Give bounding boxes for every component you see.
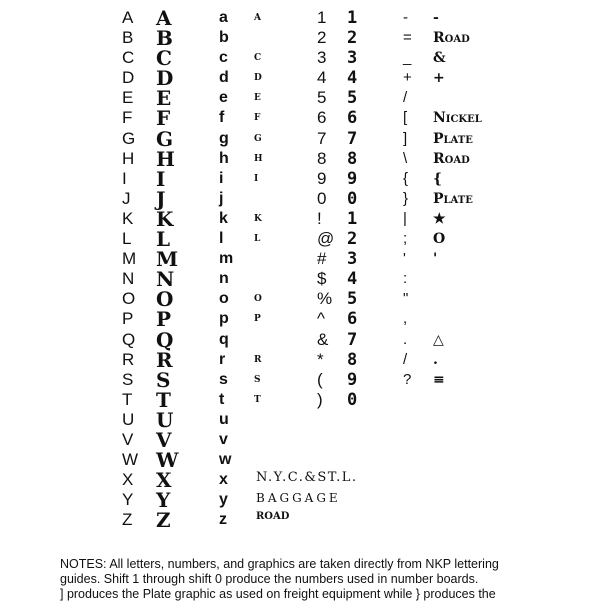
glyph: ^ bbox=[317, 309, 325, 329]
glyph bbox=[254, 269, 263, 289]
glyph: d bbox=[219, 69, 229, 87]
nyc-stl-specimen: N.Y.C.&ST.L. bbox=[256, 470, 358, 485]
glyph: E bbox=[156, 86, 172, 111]
glyph: k bbox=[219, 209, 228, 227]
glyph: ' bbox=[433, 251, 438, 268]
glyph: G bbox=[254, 133, 262, 144]
glyph: - bbox=[433, 10, 439, 26]
glyph bbox=[403, 430, 412, 450]
glyph: s bbox=[219, 370, 228, 388]
glyph: 0 bbox=[347, 188, 358, 209]
glyph: h bbox=[219, 149, 229, 167]
glyph: D bbox=[156, 66, 174, 91]
glyph: 1 bbox=[317, 8, 327, 27]
plain-digits-column bbox=[317, 8, 334, 530]
glyph: 0 bbox=[317, 188, 327, 208]
glyph: % bbox=[317, 289, 333, 309]
glyph: t bbox=[219, 390, 225, 408]
glyph: H bbox=[254, 153, 263, 164]
glyph: W bbox=[122, 450, 139, 470]
glyph: S bbox=[254, 374, 261, 385]
glyph: B bbox=[122, 28, 134, 48]
glyph: Plate bbox=[433, 190, 473, 207]
glyph: 9 bbox=[317, 168, 327, 188]
glyph: z bbox=[219, 511, 227, 529]
glyph bbox=[433, 450, 482, 470]
glyph: & bbox=[317, 329, 329, 349]
glyph: n bbox=[219, 270, 229, 288]
glyph: e bbox=[219, 89, 228, 107]
glyph: C bbox=[254, 53, 262, 64]
glyph bbox=[403, 390, 412, 410]
glyph: 2 bbox=[347, 229, 358, 250]
glyph: 5 bbox=[347, 289, 358, 310]
glyph: F bbox=[254, 113, 261, 124]
bold-digits-column bbox=[347, 8, 357, 530]
glyph: \ bbox=[403, 149, 408, 167]
glyph bbox=[347, 490, 357, 510]
symbols-column bbox=[403, 8, 412, 530]
glyph: ★ bbox=[433, 210, 446, 227]
glyph: - bbox=[403, 9, 408, 26]
glyph: b bbox=[219, 29, 229, 47]
glyph: Plate bbox=[433, 130, 473, 147]
glyph bbox=[433, 510, 482, 530]
glyph: I bbox=[156, 166, 166, 191]
glyph: I bbox=[254, 173, 259, 184]
glyph: A bbox=[122, 8, 134, 27]
glyph: X bbox=[122, 470, 134, 490]
glyph: T bbox=[122, 389, 133, 409]
glyph: 2 bbox=[317, 28, 327, 48]
glyph: Q bbox=[122, 329, 136, 349]
glyph bbox=[433, 289, 482, 309]
glyph: y bbox=[219, 491, 228, 509]
glyph: G bbox=[122, 128, 136, 148]
glyph: { bbox=[403, 169, 409, 187]
glyph: 6 bbox=[347, 108, 358, 129]
glyph: S bbox=[156, 367, 171, 392]
glyph bbox=[254, 28, 263, 48]
glyph: N bbox=[156, 267, 175, 292]
glyph: * bbox=[317, 349, 324, 369]
glyph: J bbox=[122, 188, 131, 208]
glyph: Q bbox=[156, 327, 174, 352]
glyph bbox=[433, 269, 482, 289]
glyph: 0 bbox=[347, 389, 358, 410]
glyph: E bbox=[122, 88, 134, 108]
glyph: . bbox=[403, 330, 408, 348]
glyph bbox=[254, 450, 263, 470]
glyph: G bbox=[156, 126, 174, 151]
glyph: g bbox=[219, 129, 229, 147]
glyph bbox=[347, 510, 357, 530]
glyph bbox=[403, 470, 412, 490]
glyph: S bbox=[122, 369, 134, 389]
glyph: 2 bbox=[347, 28, 358, 49]
glyph: N bbox=[122, 269, 135, 289]
glyph: Nickel bbox=[433, 110, 482, 127]
road-specimen: ROAD bbox=[256, 511, 290, 522]
glyph: Y bbox=[122, 490, 134, 510]
glyph: c bbox=[219, 49, 228, 67]
glyph: Road bbox=[433, 30, 470, 47]
glyph: = bbox=[403, 29, 412, 47]
glyph: p bbox=[219, 310, 229, 328]
glyph: + bbox=[433, 70, 445, 87]
glyph: 7 bbox=[347, 329, 358, 350]
glyph: ] bbox=[403, 129, 408, 147]
glyph: E bbox=[254, 93, 261, 104]
glyph: Z bbox=[156, 508, 172, 533]
notes-line: ] produces the Plate graphic as used on freight equipment while } produces the bbox=[60, 587, 496, 601]
glyph: 6 bbox=[317, 108, 327, 128]
glyph: ; bbox=[403, 230, 408, 248]
glyph: # bbox=[317, 249, 327, 269]
glyph bbox=[433, 390, 482, 410]
glyph: O bbox=[433, 231, 446, 248]
glyph: D bbox=[122, 68, 135, 88]
glyph: a bbox=[219, 9, 228, 26]
glyph: m bbox=[219, 250, 234, 268]
glyph: w bbox=[219, 451, 232, 469]
glyph: 9 bbox=[347, 168, 358, 189]
glyph: R bbox=[156, 347, 174, 372]
baggage-specimen: BAGGAGE bbox=[256, 491, 341, 505]
glyph bbox=[317, 410, 334, 430]
glyph: A bbox=[156, 6, 173, 30]
glyph: + bbox=[403, 69, 412, 87]
glyph: l bbox=[219, 230, 224, 248]
glyph: / bbox=[403, 350, 408, 368]
glyph: K bbox=[156, 206, 174, 231]
glyph: B bbox=[156, 26, 174, 51]
glyph: ≡ bbox=[433, 371, 445, 388]
slab-uppercase-column bbox=[156, 6, 179, 533]
glyph bbox=[317, 510, 334, 530]
glyph: $ bbox=[317, 269, 327, 289]
glyph: j bbox=[219, 189, 224, 207]
glyph: f bbox=[219, 109, 225, 127]
glyph: T bbox=[156, 387, 172, 412]
glyph: 4 bbox=[317, 68, 327, 88]
glyph: D bbox=[254, 73, 262, 84]
glyph: V bbox=[122, 429, 134, 449]
glyph: ? bbox=[403, 370, 412, 388]
graphics-column bbox=[433, 8, 482, 530]
glyph: ' bbox=[403, 250, 406, 268]
glyph bbox=[403, 510, 412, 530]
glyph: 4 bbox=[347, 269, 358, 290]
glyph: V bbox=[156, 427, 173, 452]
glyph: 3 bbox=[347, 48, 358, 69]
glyph bbox=[347, 450, 357, 470]
glyph: : bbox=[403, 270, 408, 288]
glyph: P bbox=[156, 307, 172, 332]
glyph: 4 bbox=[347, 68, 358, 89]
glyph: | bbox=[403, 209, 407, 227]
glyph: U bbox=[156, 407, 174, 432]
glyph: P bbox=[254, 314, 261, 325]
glyph: C bbox=[156, 46, 173, 71]
glyph: K bbox=[254, 213, 262, 224]
glyph: P bbox=[122, 309, 134, 329]
glyph: K bbox=[122, 208, 134, 228]
glyph bbox=[254, 249, 263, 269]
glyph: u bbox=[219, 410, 229, 428]
glyph: . bbox=[433, 351, 438, 368]
glyph: R bbox=[122, 349, 135, 369]
glyph: x bbox=[219, 471, 228, 489]
glyph bbox=[317, 430, 334, 450]
glyph bbox=[347, 430, 357, 450]
glyph: 5 bbox=[347, 88, 358, 109]
glyph: 5 bbox=[317, 88, 327, 108]
glyph: 8 bbox=[347, 148, 358, 169]
glyph: A bbox=[254, 13, 261, 23]
glyph: J bbox=[156, 186, 166, 211]
glyph bbox=[433, 490, 482, 510]
glyph: } bbox=[403, 189, 409, 207]
glyph: X bbox=[156, 468, 173, 493]
glyph: Road bbox=[433, 150, 470, 167]
glyph: H bbox=[122, 148, 135, 168]
glyph: 1 bbox=[347, 8, 358, 28]
glyph: F bbox=[156, 106, 171, 131]
glyph: O bbox=[122, 289, 136, 309]
glyph: R bbox=[254, 354, 262, 365]
glyph: 1 bbox=[347, 208, 358, 229]
glyph bbox=[254, 430, 263, 450]
glyph: 8 bbox=[347, 349, 358, 370]
glyph: q bbox=[219, 330, 229, 348]
glyph bbox=[403, 450, 412, 470]
glyph: { bbox=[433, 170, 443, 187]
glyph bbox=[433, 470, 482, 490]
glyph: , bbox=[403, 310, 408, 328]
triangle-icon: △ bbox=[433, 331, 444, 348]
glyph: 7 bbox=[317, 128, 327, 148]
glyph bbox=[254, 189, 263, 209]
glyph: L bbox=[254, 234, 261, 245]
glyph: M bbox=[156, 247, 179, 272]
glyph: _ bbox=[403, 49, 412, 67]
glyph: 3 bbox=[347, 249, 358, 270]
glyph: C bbox=[122, 48, 135, 68]
glyph: L bbox=[156, 227, 171, 252]
glyph: 3 bbox=[317, 48, 327, 68]
glyph bbox=[433, 309, 482, 329]
glyph bbox=[433, 410, 482, 430]
notes-line: NOTES: All letters, numbers, and graphics are taken directly from NKP lettering bbox=[60, 557, 499, 571]
glyph bbox=[254, 410, 263, 430]
glyph: ( bbox=[317, 369, 323, 389]
glyph: ) bbox=[317, 389, 323, 409]
glyph bbox=[347, 410, 357, 430]
glyph bbox=[433, 430, 482, 450]
glyph: F bbox=[122, 108, 133, 128]
glyph: U bbox=[122, 409, 135, 429]
glyph: v bbox=[219, 430, 228, 448]
lowercase-column bbox=[219, 8, 233, 530]
glyph: Y bbox=[156, 488, 171, 513]
glyph: W bbox=[156, 448, 179, 473]
glyph: o bbox=[219, 290, 229, 308]
plain-uppercase-column bbox=[122, 8, 138, 530]
glyph: " bbox=[403, 290, 409, 308]
notes-paragraph bbox=[60, 557, 580, 602]
glyph: @ bbox=[317, 229, 335, 249]
glyph: 7 bbox=[347, 128, 358, 149]
glyph bbox=[433, 88, 482, 108]
small-caps-column bbox=[254, 8, 263, 530]
glyph bbox=[254, 330, 263, 350]
glyph: 8 bbox=[317, 148, 327, 168]
glyph: i bbox=[219, 169, 224, 187]
glyph: & bbox=[433, 50, 446, 67]
glyph: ! bbox=[317, 208, 322, 228]
notes-line: guides. Shift 1 through shift 0 produce the numbers used in number boards. bbox=[60, 572, 479, 586]
glyph: I bbox=[122, 168, 127, 188]
glyph: T bbox=[254, 394, 261, 405]
glyph bbox=[403, 410, 412, 430]
glyph: L bbox=[122, 229, 132, 249]
glyph: Z bbox=[122, 510, 133, 530]
glyph: / bbox=[403, 89, 408, 107]
glyph: M bbox=[122, 249, 137, 269]
glyph: O bbox=[156, 287, 174, 312]
glyph: 9 bbox=[347, 369, 358, 390]
glyph bbox=[403, 490, 412, 510]
glyph: r bbox=[219, 350, 226, 368]
glyph: H bbox=[156, 146, 176, 171]
glyph: O bbox=[254, 294, 262, 305]
glyph: 6 bbox=[347, 309, 358, 330]
glyph bbox=[317, 450, 334, 470]
glyph: [ bbox=[403, 109, 408, 127]
